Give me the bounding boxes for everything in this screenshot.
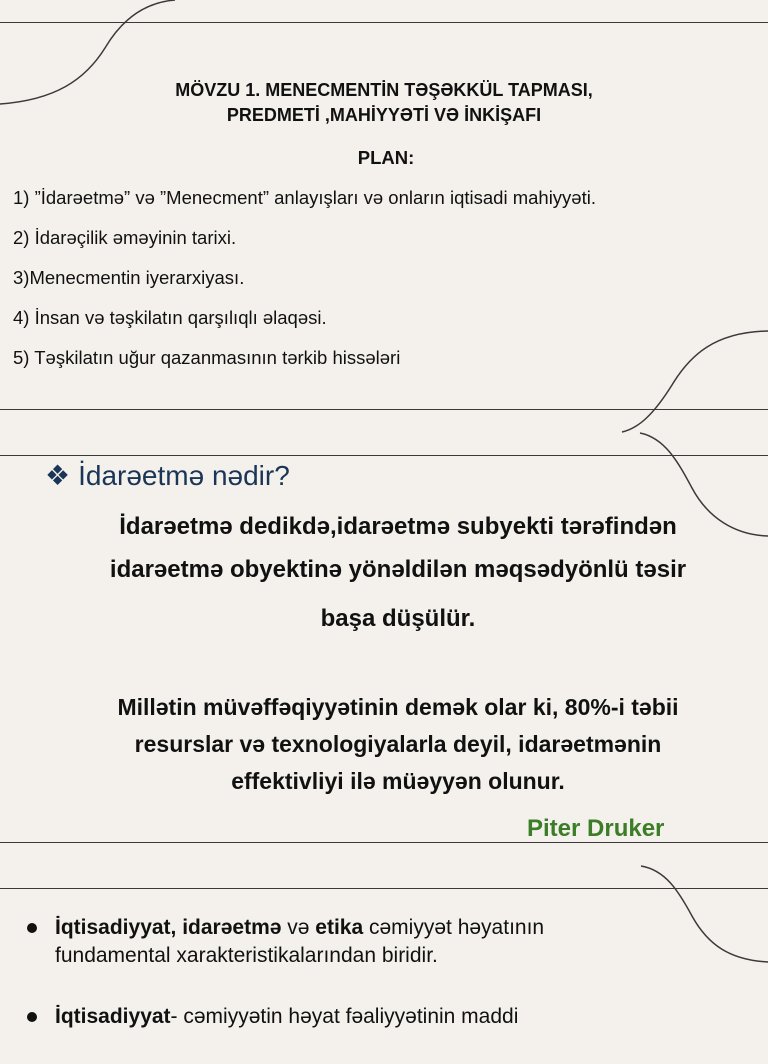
slide3-bullet-list xyxy=(0,914,768,1064)
quote-line2: resurslar və texnologiyalarla deyil, idarəetmənin xyxy=(134,731,662,757)
slide1-title-line2: PREDMETİ ,MAHİYYƏTİ VƏ İNKİŞAFI xyxy=(226,105,542,125)
plan-item: 3)Menecmentin iyerarxiyası. xyxy=(13,267,245,288)
bullet2-text: - cəmiyyətin həyat fəaliyyətinin maddi xyxy=(170,1005,519,1028)
bullet-dot-icon xyxy=(27,923,37,933)
divider-slide1-bottom xyxy=(0,409,768,410)
quote-line3: effektivliyi ilə müəyyən olunur. xyxy=(231,768,565,794)
slide1-title-line1: MÖVZU 1. MENECMENTİN TƏŞƏKKÜL TAPMASI, xyxy=(175,80,593,100)
plan-list xyxy=(13,185,596,385)
plan-item: 5) Təşkilatın uğur qazanmasının tərkib hissələri xyxy=(13,347,401,368)
bullet2-bold: İqtisadiyyat xyxy=(55,1005,171,1028)
curve-right-1 xyxy=(622,331,768,432)
slide2-heading xyxy=(45,459,290,492)
quote-line1: Millətin müvəffəqiyyətinin demək olar ki, 80%-i təbii xyxy=(117,694,679,720)
definition-line1: İdarəetmə dedikdə,idarəetmə subyekti tərəfindən xyxy=(119,513,677,540)
plan-item: 4) İnsan və təşkilatın qarşılıqlı əlaqəsi. xyxy=(13,307,327,328)
bullet-dot-icon xyxy=(27,1012,37,1022)
diamond-bullet-icon: ❖ xyxy=(45,460,71,491)
slide2-heading-text: İdarəetmə nədir? xyxy=(78,460,290,491)
definition-text xyxy=(30,505,766,640)
divider-slide2-top xyxy=(0,455,768,456)
bullet1-bold1: İqtisadiyyat, idarəetmə xyxy=(55,916,282,939)
bullet1-line2: fundamental xarakteristikalarından biridir. xyxy=(55,944,438,967)
quote-author: Piter Druker xyxy=(527,815,665,842)
definition-line2: idarəetmə obyektinə yönəldilən məqsədyönlü təsir xyxy=(109,556,687,583)
bullet1-text1: və xyxy=(281,916,316,939)
slide1-title xyxy=(0,78,768,128)
divider-top xyxy=(0,22,768,23)
divider-slide3-top xyxy=(0,888,768,889)
bullet1-text2: cəmiyyət həyatının xyxy=(363,916,545,939)
plan-item: 1) ”İdarəetmə” və ”Menecment” anlayışları və onların iqtisadi mahiyyəti. xyxy=(13,187,596,208)
quote-text xyxy=(40,689,756,800)
plan-heading: PLAN: xyxy=(357,147,415,168)
plan-item: 2) İdarəçilik əməyinin tarixi. xyxy=(13,227,237,248)
bullet1-bold2: etika xyxy=(315,916,364,939)
definition-line3: başa düşülür. xyxy=(320,605,476,632)
list-item xyxy=(0,914,768,970)
list-item xyxy=(0,1003,768,1031)
